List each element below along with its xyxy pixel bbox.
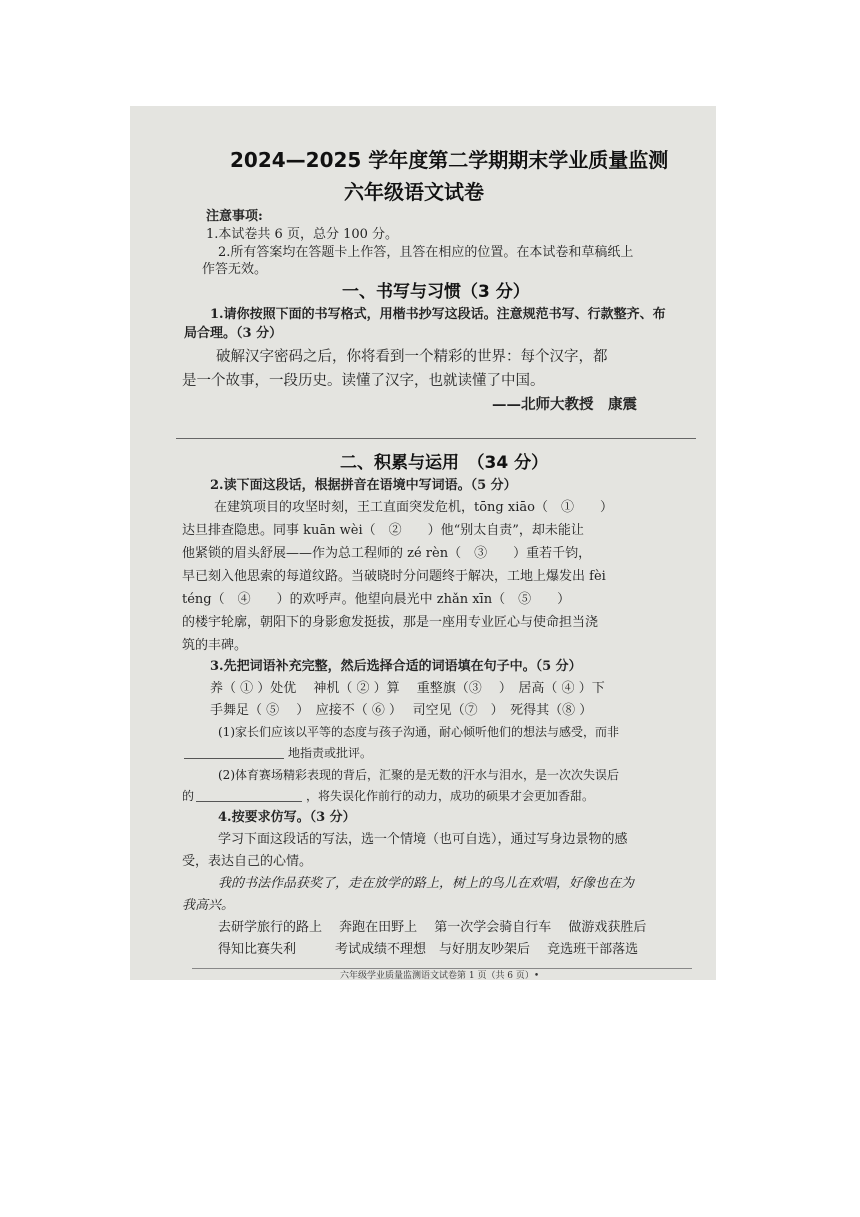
section-divider <box>176 438 696 439</box>
q4-options-row-2: 得知比赛失利 考试成绩不理想 与好朋友吵架后 竞选班干部落选 <box>218 942 639 957</box>
q3-heading: 3.先把词语补充完整，然后选择合适的词语填在句子中。（5 分） <box>210 659 582 674</box>
q4-prompt: 学习下面这段话的写法，选一个情境（也可自选），通过写身边景物的感 <box>218 832 628 847</box>
q3-blank-2 <box>196 801 302 802</box>
page-footer: 六年级学业质量监测语文试卷第 1 页（共 6 页）• <box>340 971 540 980</box>
q4-example-cont: 我高兴。 <box>182 898 235 913</box>
q3-sentence-2: (2)体育赛场精彩表现的背后，汇聚的是无数的汗水与泪水，是一次次失误后 <box>218 768 620 782</box>
notice-heading: 注意事项: <box>206 209 263 224</box>
exam-paper-photo <box>130 106 716 980</box>
q2-line-7: 筑的丰碑。 <box>182 638 248 653</box>
q4-heading: 4.按要求仿写。（3 分） <box>218 810 356 825</box>
q3-row-2: 手舞足（ ⑤ ） 应接不（ ⑥ ） 司空见（⑦ ） 死得其（⑧ ） <box>210 703 593 718</box>
q2-line-2: 达旦排查隐患。同事 kuān wèi（ ② ）他“别太自责”，却未能让 <box>182 523 584 538</box>
q2-line-6: 的楼宇轮廓，朝阳下的身影愈发挺拔，那是一座用专业匠心与使命担当浇 <box>182 615 599 630</box>
q2-line-4: 早已刻入他思索的每道纹路。当破晓时分问题终于解决，工地上爆发出 fèi <box>182 569 606 584</box>
exam-title: 2024—2025 学年度第二学期期末学业质量监测 <box>230 148 669 172</box>
q4-options-row-1: 去研学旅行的路上 奔跑在田野上 第一次学会骑自行车 做游戏获胜后 <box>218 920 647 935</box>
q3-sentence-2-prefix: 的 <box>182 789 195 803</box>
q1-prompt-cont: 局合理。（3 分） <box>184 326 283 341</box>
q4-example: 我的书法作品获奖了，走在放学的路上，树上的鸟儿在欢唱，好像也在为 <box>218 876 635 891</box>
notice-2-cont: 作答无效。 <box>202 262 268 277</box>
q3-row-1: 养（ ① ）处优 神机（ ② ）算 重整旗（③ ） 居高（ ④ ）下 <box>210 681 605 696</box>
q1-prompt: 1.请你按照下面的书写格式，用楷书抄写这段话。注意规范书写、行款整齐、布 <box>210 307 666 322</box>
q3-blank-1 <box>184 758 284 759</box>
passage-line-1: 破解汉字密码之后，你将看到一个精彩的世界：每个汉字，都 <box>216 349 608 365</box>
attribution: ——北师大教授 康震 <box>492 396 637 413</box>
q2-line-5: téng（ ④ ）的欢呼声。他望向晨光中 zhǎn xīn（ ⑤ ） <box>182 592 571 607</box>
q4-prompt-cont: 受，表达自己的心情。 <box>182 854 313 869</box>
q2-line-3: 他紧锁的眉头舒展——作为总工程师的 zé rèn（ ③ ）重若千钧， <box>182 546 592 561</box>
notice-1: 1.本试卷共 6 页，总分 100 分。 <box>206 227 399 242</box>
footer-divider <box>192 968 692 969</box>
section1-heading: 一、书写与习惯（3 分） <box>342 282 530 302</box>
passage-line-2: 是一个故事，一段历史。读懂了汉字，也就读懂了中国。 <box>182 373 545 389</box>
q3-sentence-1-cont: 地指责或批评。 <box>288 746 373 760</box>
section2-heading: 二、积累与运用 （34 分） <box>340 453 549 473</box>
q3-sentence-2-cont: ，将失误化作前行的动力，成功的硕果才会更加香甜。 <box>306 789 595 803</box>
notice-2: 2.所有答案均在答题卡上作答，且答在相应的位置。在本试卷和草稿纸上 <box>218 245 634 260</box>
q2-heading: 2.读下面这段话，根据拼音在语境中写词语。（5 分） <box>210 478 517 493</box>
q3-sentence-1: (1)家长们应该以平等的态度与孩子沟通，耐心倾听他们的想法与感受，而非 <box>218 725 620 739</box>
exam-subtitle: 六年级语文试卷 <box>344 180 484 204</box>
q2-line-1: 在建筑项目的攻坚时刻，王工直面突发危机，tōng xiāo（ ① ） <box>214 500 613 515</box>
